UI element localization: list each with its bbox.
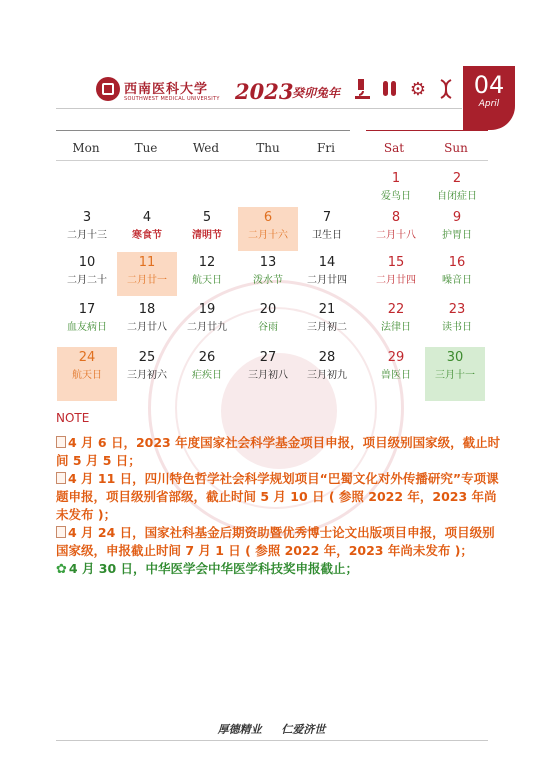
day-cell-26 xyxy=(177,347,237,391)
university-logo xyxy=(96,77,120,101)
day-label: 噪音日 xyxy=(442,275,472,286)
day-label: 三月初六 xyxy=(127,370,167,381)
day-cell-11 xyxy=(117,252,177,296)
day-label: 三月初八 xyxy=(248,370,288,381)
footer-motto xyxy=(0,721,543,737)
day-label: 二月二十 xyxy=(67,275,107,286)
weekday-tue: Tue xyxy=(134,141,158,155)
weekend-divider xyxy=(366,130,488,131)
day-label: 自闭症日 xyxy=(437,191,477,202)
university-name-en: SOUTHWEST MEDICAL UNIVERSITY xyxy=(124,96,220,102)
day-number: 29 xyxy=(387,350,405,365)
day-cell-25 xyxy=(117,347,177,391)
header-row-divider xyxy=(56,160,488,161)
day-label: 二月廿九 xyxy=(187,322,227,333)
day-label: 二月廿八 xyxy=(127,322,167,333)
day-label: 血友病日 xyxy=(67,322,107,333)
day-cell-8 xyxy=(366,207,426,251)
day-label: 二月十三 xyxy=(67,230,107,241)
day-label: 读书日 xyxy=(442,322,472,333)
gear-icon: ⚙ xyxy=(409,78,427,100)
weekday-sun: Sun xyxy=(444,141,468,155)
document-icon xyxy=(56,472,66,484)
day-number: 24 xyxy=(78,350,96,365)
day-label: 疟疾日 xyxy=(192,370,222,381)
weekday-thu: Thu xyxy=(256,141,280,155)
note-text: 4 月 24 日，国家社科基金后期资助暨优秀博士论文出版项目申报，项目级别国家级，申报截止时间 7 月 1 日 ( 参照 2022 年，2023 年尚未发布 )； xyxy=(56,525,495,558)
day-cell-15 xyxy=(366,252,426,296)
month-badge xyxy=(463,66,515,130)
day-number: 11 xyxy=(138,255,156,270)
day-number: 7 xyxy=(322,210,332,225)
day-label: 三月初二 xyxy=(307,322,347,333)
day-label: 爱鸟日 xyxy=(381,191,411,202)
gear-icon: ✿ xyxy=(56,562,67,577)
day-cell-23 xyxy=(427,299,487,343)
day-cell-19 xyxy=(177,299,237,343)
university-name-cn: 西南医科大学 xyxy=(124,82,209,97)
day-label: 航天日 xyxy=(192,275,222,286)
note-item xyxy=(56,560,502,579)
day-number: 17 xyxy=(78,302,96,317)
header-divider xyxy=(56,108,462,109)
day-cell-13 xyxy=(238,252,298,296)
note-title: NOTE xyxy=(56,411,90,425)
day-number: 25 xyxy=(138,350,156,365)
day-number: 12 xyxy=(198,255,216,270)
day-cell-18 xyxy=(117,299,177,343)
day-cell-4 xyxy=(117,207,177,251)
weekday-wed: Wed xyxy=(192,141,220,155)
month-name: April xyxy=(478,99,500,109)
note-text: 4 月 6 日，2023 年度国家社会科学基金项目申报，项目级别国家级，截止时间 5 月 5 日； xyxy=(56,435,501,468)
day-label: 二月十八 xyxy=(376,230,416,241)
note-text: 4 月 30 日，中华医学会中华医学科技奖申报截止； xyxy=(68,561,359,576)
day-number: 15 xyxy=(387,255,405,270)
day-cell-20 xyxy=(238,299,298,343)
day-cell-17 xyxy=(57,299,117,343)
note-item xyxy=(56,524,502,560)
footer-divider xyxy=(56,740,488,741)
day-number: 4 xyxy=(142,210,152,225)
day-label: 航天日 xyxy=(72,370,102,381)
day-label: 护胃日 xyxy=(442,230,472,241)
dna-icon xyxy=(436,78,456,100)
day-label: 二月廿四 xyxy=(307,275,347,286)
day-number: 10 xyxy=(78,255,96,270)
day-label: 清明节 xyxy=(192,230,222,241)
day-number: 18 xyxy=(138,302,156,317)
day-number: 16 xyxy=(448,255,466,270)
day-cell-30 xyxy=(425,347,485,401)
day-number: 30 xyxy=(446,350,464,365)
day-number: 19 xyxy=(198,302,216,317)
document-icon xyxy=(56,526,66,538)
day-number: 23 xyxy=(448,302,466,317)
day-number: 8 xyxy=(391,210,401,225)
day-cell-7 xyxy=(297,207,357,251)
test-tubes-icon xyxy=(380,78,400,100)
day-cell-14 xyxy=(297,252,357,296)
weekday-divider xyxy=(56,130,350,131)
day-cell-6 xyxy=(238,207,298,251)
note-text: 4 月 11 日，四川特色哲学社会科学规划项目“巴蜀文化对外传播研究”专项课题申报，项目级别省部级，截止时间 5 月 10 日 ( 参照 2022 年，2023 年尚未发布 )； xyxy=(56,471,499,522)
day-number: 6 xyxy=(263,210,273,225)
day-cell-28 xyxy=(297,347,357,391)
notes-list xyxy=(56,434,502,579)
day-label: 兽医日 xyxy=(381,370,411,381)
day-number: 1 xyxy=(391,171,401,186)
day-label: 寒食节 xyxy=(132,230,162,241)
day-number: 9 xyxy=(452,210,462,225)
day-cell-5 xyxy=(177,207,237,251)
weekday-mon: Mon xyxy=(72,141,100,155)
day-cell-2 xyxy=(427,168,487,212)
day-cell-10 xyxy=(57,252,117,296)
microscope-icon xyxy=(352,78,372,100)
day-cell-1 xyxy=(366,168,426,212)
note-item xyxy=(56,434,502,470)
motto-right: 仁爱济世 xyxy=(281,723,326,736)
day-number: 2 xyxy=(452,171,462,186)
day-cell-16 xyxy=(427,252,487,296)
day-cell-3 xyxy=(57,207,117,251)
day-cell-21 xyxy=(297,299,357,343)
day-cell-22 xyxy=(366,299,426,343)
day-cell-29 xyxy=(366,347,426,391)
day-label: 三月十一 xyxy=(435,370,475,381)
day-cell-9 xyxy=(427,207,487,251)
weekday-sat: Sat xyxy=(383,141,405,155)
day-label: 三月初九 xyxy=(307,370,347,381)
day-number: 27 xyxy=(259,350,277,365)
day-number: 5 xyxy=(202,210,212,225)
weekday-fri: Fri xyxy=(317,141,335,155)
year-title: 2023 xyxy=(235,79,294,104)
day-label: 泼水节 xyxy=(253,275,283,286)
day-number: 28 xyxy=(318,350,336,365)
motto-left: 厚德精业 xyxy=(217,723,262,736)
day-label: 二月十六 xyxy=(248,230,288,241)
header-icons xyxy=(352,78,456,100)
day-label: 二月廿四 xyxy=(376,275,416,286)
day-cell-27 xyxy=(238,347,298,391)
zodiac-year: 癸卯兔年 xyxy=(292,86,341,100)
day-number: 13 xyxy=(259,255,277,270)
day-number: 14 xyxy=(318,255,336,270)
day-number: 21 xyxy=(318,302,336,317)
day-number: 26 xyxy=(198,350,216,365)
day-number: 3 xyxy=(82,210,92,225)
day-number: 20 xyxy=(259,302,277,317)
day-label: 法律日 xyxy=(381,322,411,333)
day-label: 谷雨 xyxy=(258,322,278,333)
day-label: 二月廿一 xyxy=(127,275,167,286)
day-number: 22 xyxy=(387,302,405,317)
document-icon xyxy=(56,436,66,448)
day-cell-24 xyxy=(57,347,117,401)
day-cell-12 xyxy=(177,252,237,296)
month-number: 04 xyxy=(473,71,505,99)
note-item xyxy=(56,470,502,524)
day-label: 卫生日 xyxy=(312,230,342,241)
